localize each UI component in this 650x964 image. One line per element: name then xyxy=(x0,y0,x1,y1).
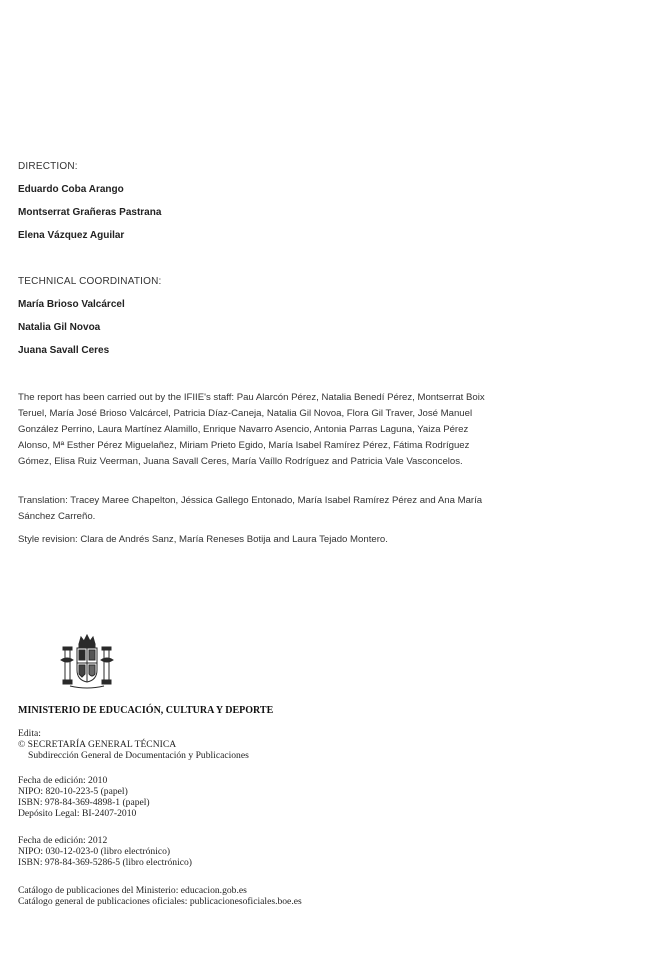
staff-paragraph: The report has been carried out by the IFIIE's staff: Pau Alarcón Pérez, Natalia Benedí Pérez, Montserrat Boix Teruel, María José Brioso Valcárcel, Patricia Díaz-Caneja, Natalia Gil Novoa, Flora Gil Traver, José Manuel González Perrino, Laura Martínez Alamillo, Enrique Navarro Asencio, Antonia Parras Laguna, Yaiza Pérez Alonso, Mª Esther Pérez Miguelañez, Miriam Prieto Egido, María Isabel Ramírez Pérez, Fátima Rodríguez Gómez, Elisa Ruiz Veerman, Juana Savall Ceres, María Vaíllo Rodríguez and Patricia Vale Vasconcelos. xyxy=(18,392,485,467)
translation-paragraph: Translation: Tracey Maree Chapelton, Jéssica Gallego Entonado, María Isabel Ramírez Pérez and Ana María Sánchez Carreño. xyxy=(18,495,483,522)
secretaria-line: © SECRETARÍA GENERAL TÉCNICA xyxy=(18,739,177,750)
coat-of-arms-icon xyxy=(60,632,114,690)
catalog-ministerio: Catálogo de publicaciones del Ministerio: educacion.gob.es xyxy=(18,885,247,896)
technical-coordination-title: TECHNICAL COORDINATION: xyxy=(18,276,162,287)
fecha-2010: Fecha de edición: 2010 xyxy=(18,775,108,786)
coordinator-name-1: María Brioso Valcárcel xyxy=(18,299,125,310)
edition-2010-block xyxy=(18,775,150,819)
style-revision-paragraph: Style revision: Clara de Andrés Sanz, María Reneses Botija and Laura Tejado Montero. xyxy=(18,534,388,545)
coordinator-name-3: Juana Savall Ceres xyxy=(18,345,110,356)
publisher-block xyxy=(18,728,249,761)
ministry-name: MINISTERIO DE EDUCACIÓN, CULTURA Y DEPORTE xyxy=(18,705,274,716)
coordinator-name-2: Natalia Gil Novoa xyxy=(18,322,101,333)
isbn-2012: ISBN: 978-84-369-5286-5 (libro electrónico) xyxy=(18,857,192,868)
nipo-2010: NIPO: 820-10-223-5 (papel) xyxy=(18,786,128,797)
deposito-legal: Depósito Legal: BI-2407-2010 xyxy=(18,808,137,819)
catalogs-block xyxy=(18,885,302,907)
subdireccion-line: Subdirección General de Documentación y Publicaciones xyxy=(28,750,249,761)
edita-label: Edita: xyxy=(18,728,41,739)
edition-2012-block xyxy=(18,835,192,868)
nipo-2012: NIPO: 030-12-023-0 (libro electrónico) xyxy=(18,846,171,857)
fecha-2012: Fecha de edición: 2012 xyxy=(18,835,108,846)
director-name-1: Eduardo Coba Arango xyxy=(18,184,124,195)
catalog-oficiales: Catálogo general de publicaciones oficiales: publicacionesoficiales.boe.es xyxy=(18,896,302,907)
isbn-2010: ISBN: 978-84-369-4898-1 (papel) xyxy=(18,797,150,808)
director-name-2: Montserrat Grañeras Pastrana xyxy=(18,207,162,218)
direction-title: DIRECTION: xyxy=(18,161,78,172)
director-name-3: Elena Vázquez Aguilar xyxy=(18,230,125,241)
